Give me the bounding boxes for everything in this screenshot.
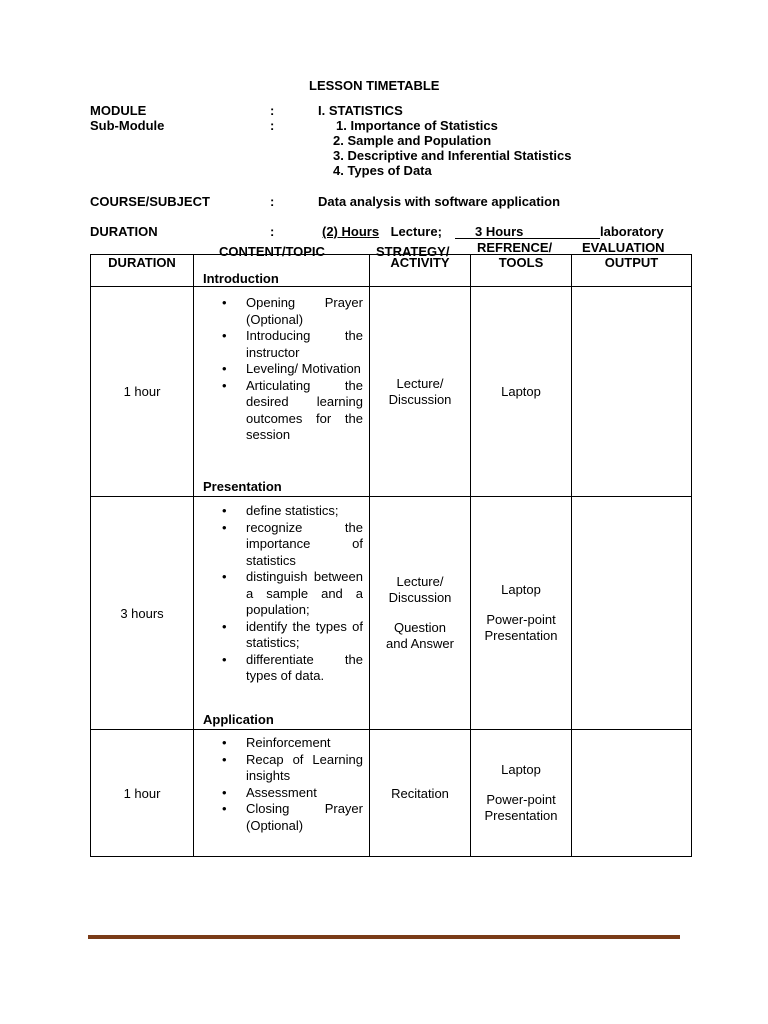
page-title: LESSON TIMETABLE bbox=[309, 78, 440, 93]
list-item: • Introducing the instructor bbox=[222, 328, 363, 360]
header-strategy-line2: ACTIVITY bbox=[390, 255, 450, 270]
header-evaluation-line2: OUTPUT bbox=[604, 255, 659, 270]
duration-lecture-text: Lecture; bbox=[387, 224, 442, 239]
duration-colon: : bbox=[270, 224, 275, 239]
table-row bbox=[91, 287, 692, 497]
duration-cell bbox=[91, 497, 194, 730]
duration-value: 1 hour bbox=[123, 384, 161, 399]
duration-cell bbox=[91, 730, 194, 857]
tools-text: Laptop bbox=[501, 582, 541, 597]
strategy-text: Recitation bbox=[391, 785, 449, 801]
tools-text: Presentation bbox=[484, 628, 558, 643]
footer-rule bbox=[88, 935, 680, 939]
evaluation-cell bbox=[572, 497, 692, 730]
course-value: Data analysis with software application bbox=[318, 194, 561, 209]
content-cell bbox=[194, 287, 370, 497]
bullet-icon: • bbox=[222, 361, 227, 376]
list-item: • differentiate the types of data. bbox=[222, 651, 363, 683]
section-presentation: Presentation bbox=[203, 479, 282, 494]
strategy-cell bbox=[370, 497, 471, 730]
content-bullet-list bbox=[194, 295, 369, 444]
list-item: • identify the types of statistics; bbox=[222, 618, 363, 650]
duration-value: 1 hour bbox=[123, 785, 161, 801]
header-reference-line2: TOOLS bbox=[498, 255, 544, 270]
timetable bbox=[90, 254, 692, 857]
module-label: MODULE bbox=[90, 103, 147, 118]
content-cell bbox=[194, 497, 370, 730]
submodule-item: 4. Types of Data bbox=[333, 163, 432, 178]
tools-text: Laptop bbox=[501, 384, 541, 399]
table-row bbox=[91, 497, 692, 730]
tools-cell bbox=[471, 287, 572, 497]
bullet-icon: • bbox=[222, 519, 227, 535]
header-content-topic: CONTENT/TOPIC bbox=[219, 244, 325, 259]
tools-text: Laptop bbox=[501, 762, 541, 777]
duration-lab-hours: 3 Hours bbox=[475, 224, 524, 239]
strategy-text: Discussion bbox=[388, 391, 452, 407]
list-item: • Opening Prayer (Optional) bbox=[222, 295, 363, 327]
header-duration-cell bbox=[91, 255, 194, 287]
tools-text: Presentation bbox=[484, 808, 558, 823]
strategy-cell bbox=[370, 287, 471, 497]
duration-label: DURATION bbox=[90, 224, 158, 239]
list-item: • Assessment bbox=[222, 784, 317, 800]
submodule-item: 1. Importance of Statistics bbox=[336, 118, 498, 133]
table-header-row bbox=[91, 255, 692, 287]
evaluation-cell bbox=[572, 730, 692, 857]
strategy-text: Lecture/ bbox=[396, 574, 444, 589]
table-row bbox=[91, 730, 692, 857]
strategy-text: Lecture/ bbox=[396, 375, 444, 391]
section-application: Application bbox=[203, 712, 274, 727]
list-item: • Closing Prayer (Optional) bbox=[222, 801, 363, 833]
duration-lab-text: laboratory bbox=[600, 224, 664, 239]
duration-value: 3 hours bbox=[120, 605, 164, 621]
list-item: • Articulating the desired learning outcomes for the session bbox=[222, 377, 363, 442]
list-item: • Leveling/ Motivation bbox=[222, 361, 361, 376]
header-evaluation-cell bbox=[572, 255, 692, 287]
header-evaluation-line1: EVALUATION bbox=[582, 240, 665, 255]
strategy-text: Discussion bbox=[388, 590, 452, 605]
strategy-text: Question bbox=[393, 620, 447, 635]
submodule-item: 2. Sample and Population bbox=[333, 133, 492, 148]
header-duration: DURATION bbox=[108, 255, 176, 270]
list-item: • Reinforcement bbox=[222, 735, 331, 750]
header-reference-cell bbox=[471, 255, 572, 287]
course-colon: : bbox=[270, 194, 275, 209]
bullet-icon: • bbox=[222, 618, 227, 634]
list-item: • Recap of Learning insights bbox=[222, 751, 363, 783]
list-item: • define statistics; bbox=[222, 503, 339, 518]
content-cell bbox=[194, 730, 370, 857]
submodule-label: Sub-Module bbox=[90, 118, 165, 133]
module-colon: : bbox=[270, 103, 275, 118]
duration-cell bbox=[91, 287, 194, 497]
list-item: • distinguish between a sample and a population; bbox=[222, 569, 363, 617]
bullet-icon: • bbox=[222, 377, 227, 393]
strategy-text: and Answer bbox=[386, 636, 454, 651]
header-content-cell bbox=[194, 255, 370, 287]
content-bullet-list bbox=[194, 503, 369, 685]
tools-cell bbox=[471, 730, 572, 857]
bullet-icon: • bbox=[222, 503, 227, 518]
content-bullet-list bbox=[194, 735, 369, 834]
bullet-icon: • bbox=[222, 569, 227, 584]
course-label: COURSE/SUBJECT bbox=[90, 194, 210, 209]
tools-cell bbox=[471, 497, 572, 730]
section-introduction: Introduction bbox=[203, 271, 279, 286]
bullet-icon: • bbox=[222, 328, 227, 343]
submodule-item: 3. Descriptive and Inferential Statistics bbox=[333, 148, 572, 163]
header-strategy-cell bbox=[370, 255, 471, 287]
bullet-icon: • bbox=[222, 751, 227, 767]
strategy-cell bbox=[370, 730, 471, 857]
header-reference-line1: REFRENCE/ bbox=[477, 240, 553, 255]
submodule-colon: : bbox=[270, 118, 275, 133]
bullet-icon: • bbox=[222, 801, 227, 816]
bullet-icon: • bbox=[222, 295, 227, 310]
bullet-icon: • bbox=[222, 784, 227, 800]
module-value: I. STATISTICS bbox=[318, 103, 403, 118]
tools-text: Power-point bbox=[486, 612, 556, 627]
bullet-icon: • bbox=[222, 651, 227, 667]
header-strategy-line1: STRATEGY/ bbox=[376, 244, 450, 259]
bullet-icon: • bbox=[222, 735, 227, 750]
tools-text: Power-point bbox=[486, 792, 556, 807]
evaluation-cell bbox=[572, 287, 692, 497]
list-item: • recognize the importance of statistics bbox=[222, 519, 363, 568]
duration-lecture-hours: (2) Hours bbox=[322, 224, 380, 239]
